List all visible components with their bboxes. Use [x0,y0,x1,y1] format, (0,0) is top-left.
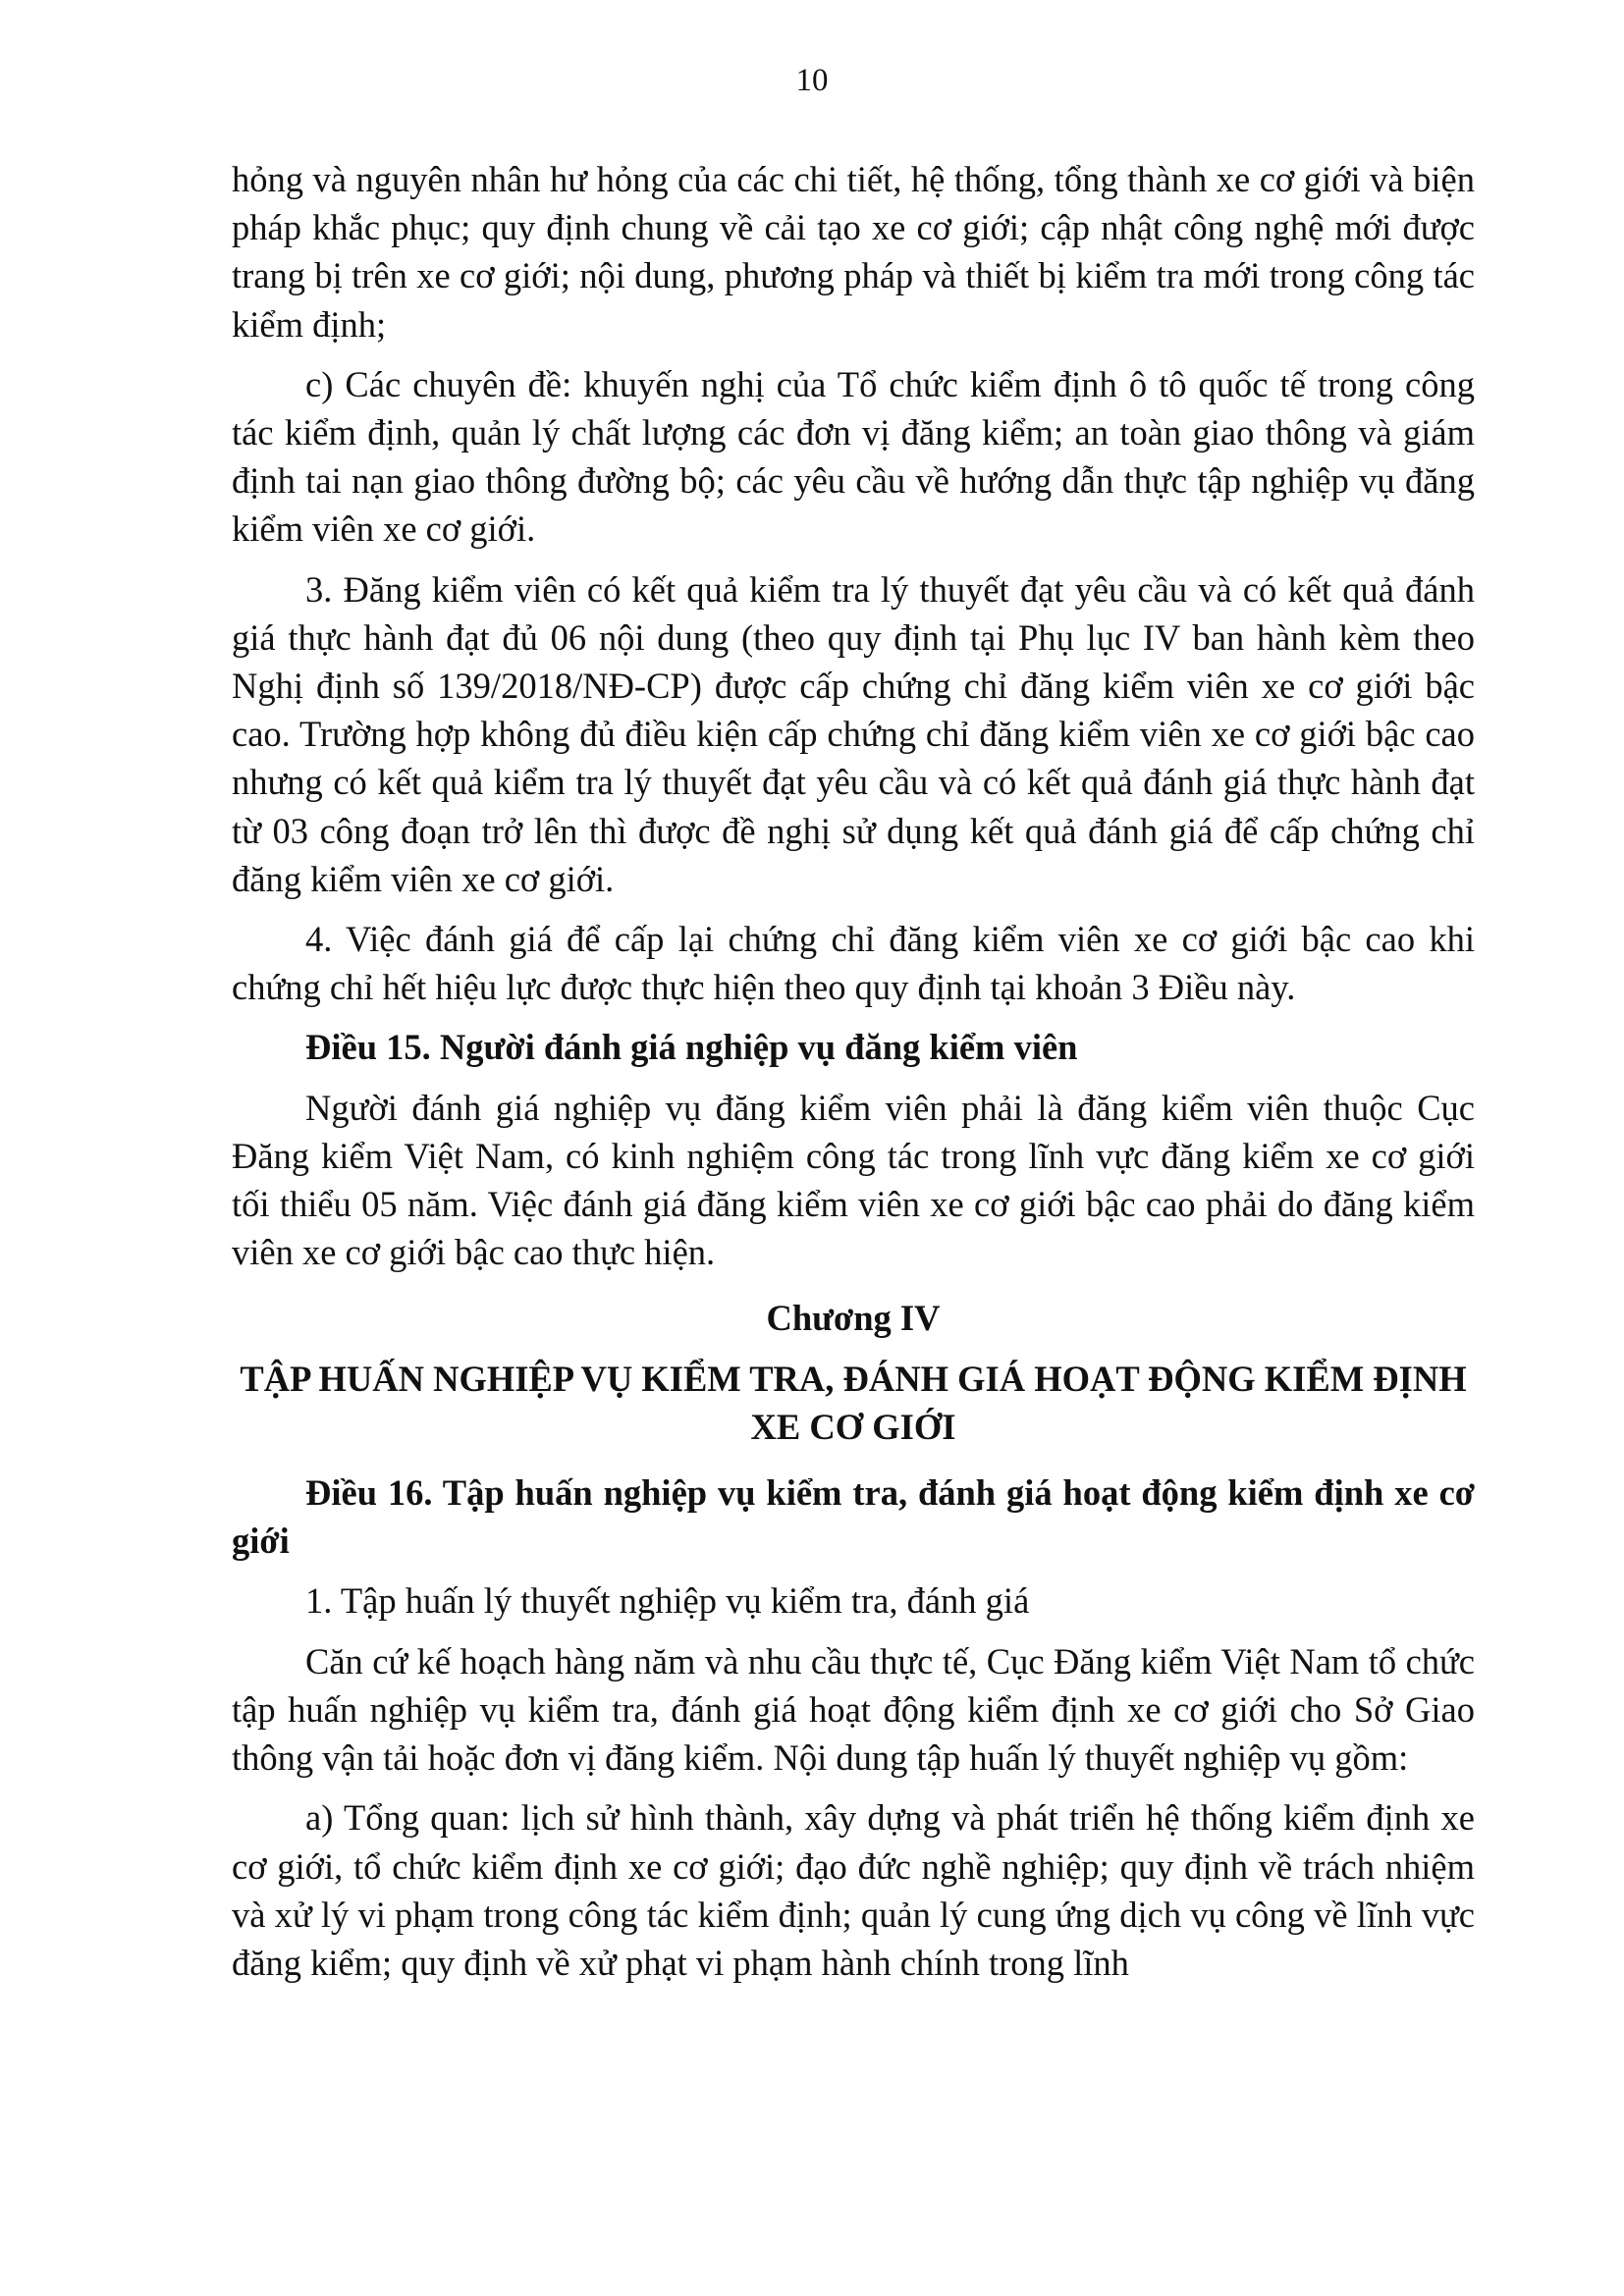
page-number: 10 [795,63,829,98]
article-16-heading: Điều 16. Tập huấn nghiệp vụ kiểm tra, đánh giá hoạt động kiểm định xe cơ giới [232,1472,1475,1562]
document-body [232,155,1475,1999]
article-16-body: Căn cứ kế hoạch hàng năm và nhu cầu thực tế, Cục Đăng kiểm Việt Nam tổ chức tập huấn nghiệp vụ kiểm tra, đánh giá hoạt động kiểm định xe cơ giới cho Sở Giao thông vận tải hoặc đơn vị đăng kiểm. Nội dung tập huấn lý thuyết nghiệp vụ gồm: [232,1640,1475,1779]
paragraph-item-c: c) Các chuyên đề: khuyến nghị của Tổ chức kiểm định ô tô quốc tế trong công tác kiểm định, quản lý chất lượng các đơn vị đăng kiểm; an toàn giao thông và giám định tai nạn giao thông đường bộ; các yêu cầu về hướng dẫn thực tập nghiệp vụ đăng kiểm viên xe cơ giới. [232,363,1475,550]
paragraph-continuation: hỏng và nguyên nhân hư hỏng của các chi tiết, hệ thống, tổng thành xe cơ giới và biện pháp khắc phục; quy định chung về cải tạo xe cơ giới; cập nhật công nghệ mới được trang bị trên xe cơ giới; nội dung, phương pháp và thiết bị kiểm tra mới trong công tác kiểm định; [232,159,1475,345]
paragraph-clause-3: 3. Đăng kiểm viên có kết quả kiểm tra lý thuyết đạt yêu cầu và có kết quả đánh giá thực hành đạt đủ 06 nội dung (theo quy định tại Phụ lục IV ban hành kèm theo Nghị định số 139/2018/NĐ-CP) được cấp chứng chỉ đăng kiểm viên xe cơ giới bậc cao. Trường hợp không đủ điều kiện cấp chứng chỉ đăng kiểm viên xe cơ giới bậc cao nhưng có kết quả kiểm tra lý thuyết đạt yêu cầu và có kết quả đánh giá thực hành đạt từ 03 công đoạn trở lên thì được đề nghị sử dụng kết quả đánh giá để cấp chứng chỉ đăng kiểm viên xe cơ giới. [232,568,1475,899]
article-15-body: Người đánh giá nghiệp vụ đăng kiểm viên phải là đăng kiểm viên thuộc Cục Đăng kiểm Việt Nam, có kinh nghiệm công tác trong lĩnh vực đăng kiểm xe cơ giới tối thiểu 05 năm. Việc đánh giá đăng kiểm viên xe cơ giới bậc cao phải do đăng kiểm viên xe cơ giới bậc cao thực hiện. [232,1087,1475,1273]
article-16-clause-1: 1. Tập huấn lý thuyết nghiệp vụ kiểm tra, đánh giá [305,1580,1030,1622]
paragraph-clause-4: 4. Việc đánh giá để cấp lại chứng chỉ đăng kiểm viên xe cơ giới bậc cao khi chứng chỉ hết hiệu lực được thực hiện theo quy định tại khoản 3 Điều này. [232,919,1475,1008]
chapter-title: TẬP HUẤN NGHIỆP VỤ KIỂM TRA, ĐÁNH GIÁ HOẠT ĐỘNG KIỂM ĐỊNH XE CƠ GIỚI [240,1358,1467,1447]
article-16-item-a: a) Tổng quan: lịch sử hình thành, xây dựng và phát triển hệ thống kiểm định xe cơ giới, tổ chức kiểm định xe cơ giới; đạo đức nghề nghiệp; quy định về trách nhiệm và xử lý vi phạm trong công tác kiểm định; quản lý cung ứng dịch vụ công về lĩnh vực đăng kiểm; quy định về xử phạt vi phạm hành chính trong lĩnh [232,1797,1475,1983]
article-15-heading: Điều 15. Người đánh giá nghiệp vụ đăng kiểm viên [305,1027,1078,1068]
chapter-heading: Chương IV [766,1298,941,1339]
